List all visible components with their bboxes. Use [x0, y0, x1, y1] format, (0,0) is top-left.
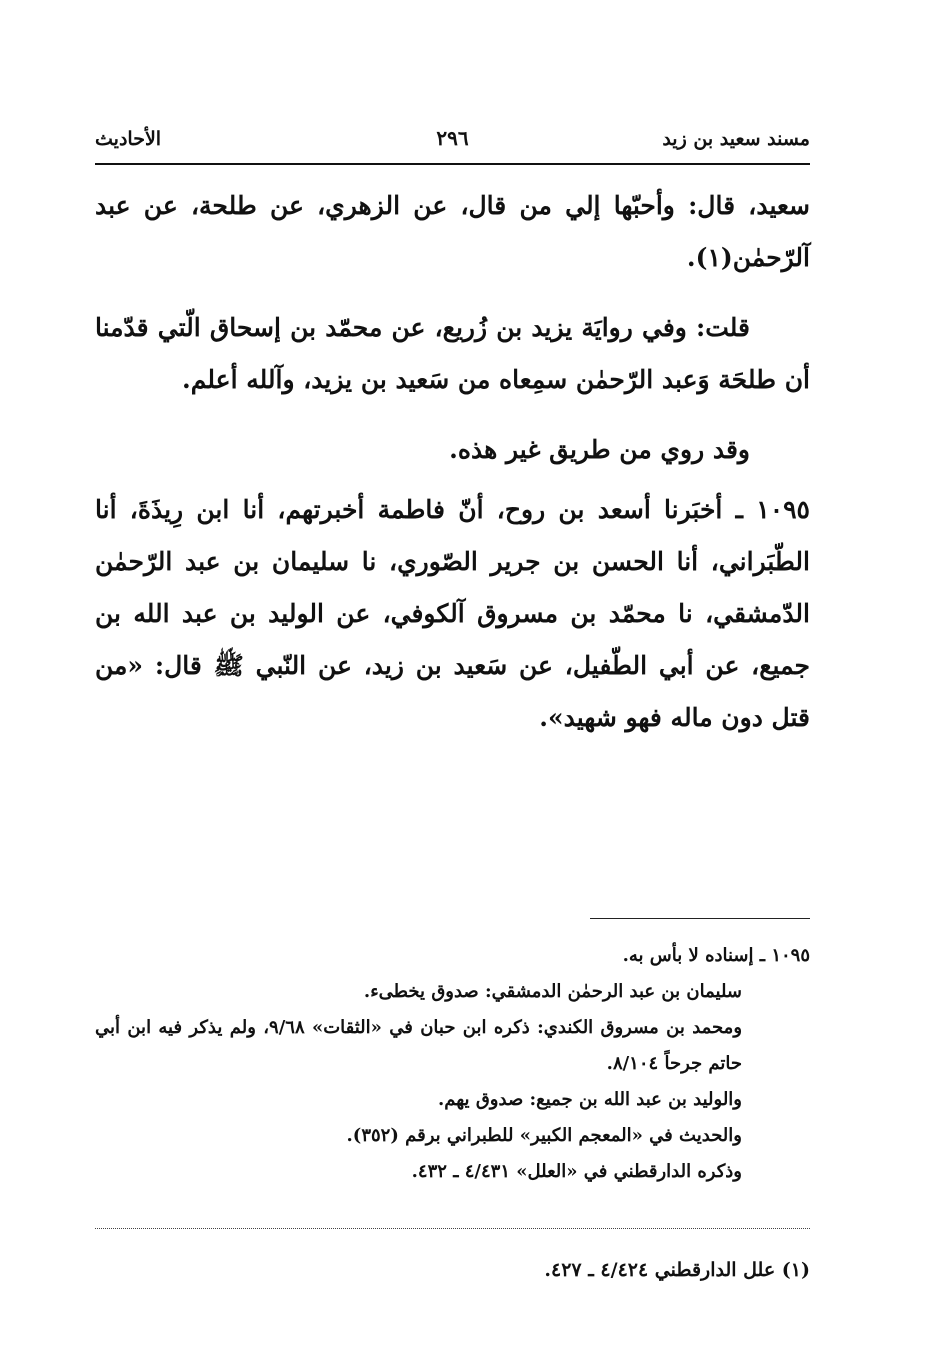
hadith-paragraph — [95, 484, 810, 744]
book-title: مسند سعيد بن زيد — [662, 128, 810, 150]
note-6: وذكره الدارقطني في «العلل» ٤/٤٣١ ـ ٤٣٢. — [411, 1161, 742, 1182]
note-4: والوليد بن عبد الله بن جميع: صدوق يهم. — [438, 1089, 742, 1110]
footnote-separator — [95, 1228, 810, 1229]
main-text — [95, 180, 810, 744]
page-number: ٢٩٦ — [436, 126, 469, 150]
paragraph-2: قلت: وفي روايَة يزيد بن زُريع، عن محمّد بن إسحاق الّتي قدّمنا أن طلحَة وَعبد الرّحمٰن سمِعاه من سَعيد بن يزيد، وآلله أعلم. — [95, 313, 810, 394]
paragraph-3: وقد روي من طريق غير هذه. — [449, 435, 750, 464]
note-3: ومحمد بن مسروق الكندي: ذكره ابن حبان في «الثقات» ٩/٦٨، ولم يذكر فيه ابن أبي حاتم جرحاً ٨/١٠٤. — [95, 1017, 743, 1074]
hadith-text: ـ أخبَرنا أسعد بن روح، أنّ فاطمة أخبرتهم، أنا ابن رِيذَةَ، أنا الطّبَراني، أنا الحسن بن جرير الصّوري، نا سليمان بن عبد الرّحمٰن الدّمشقي، نا محمّد بن مسروق آلكوفي، عن الوليد بن عبد الله بن جميع، عن أبي الطّفيل، عن سَعيد بن زيد، عن النّبي ﷺ قال: «من قتل دون ماله فهو شهيد». — [95, 495, 810, 732]
note-1: ١٠٩٥ ـ إسناده لا بأس به. — [622, 945, 810, 966]
note-2: سليمان بن عبد الرحمٰن الدمشقي: صدوق يخطىء. — [363, 981, 742, 1002]
header-rule — [95, 163, 810, 165]
note-5: والحديث في «المعجم الكبير» للطبراني برقم (٣٥٢). — [346, 1125, 742, 1146]
hadith-number: ١٠٩٥ — [756, 495, 810, 524]
section-title: الأحاديث — [95, 128, 162, 150]
footnote-1: (١) علل الدارقطني ٤/٤٢٤ ـ ٤٢٧. — [544, 1259, 810, 1281]
hadith-notes — [95, 938, 810, 1190]
running-header — [95, 120, 810, 160]
notes-separator — [590, 918, 810, 919]
paragraph-1: سعيد، قال: وأحبّها إلي من قال، عن الزهري، عن طلحة، عن عبد آلرّحمٰن(١). — [95, 191, 810, 272]
